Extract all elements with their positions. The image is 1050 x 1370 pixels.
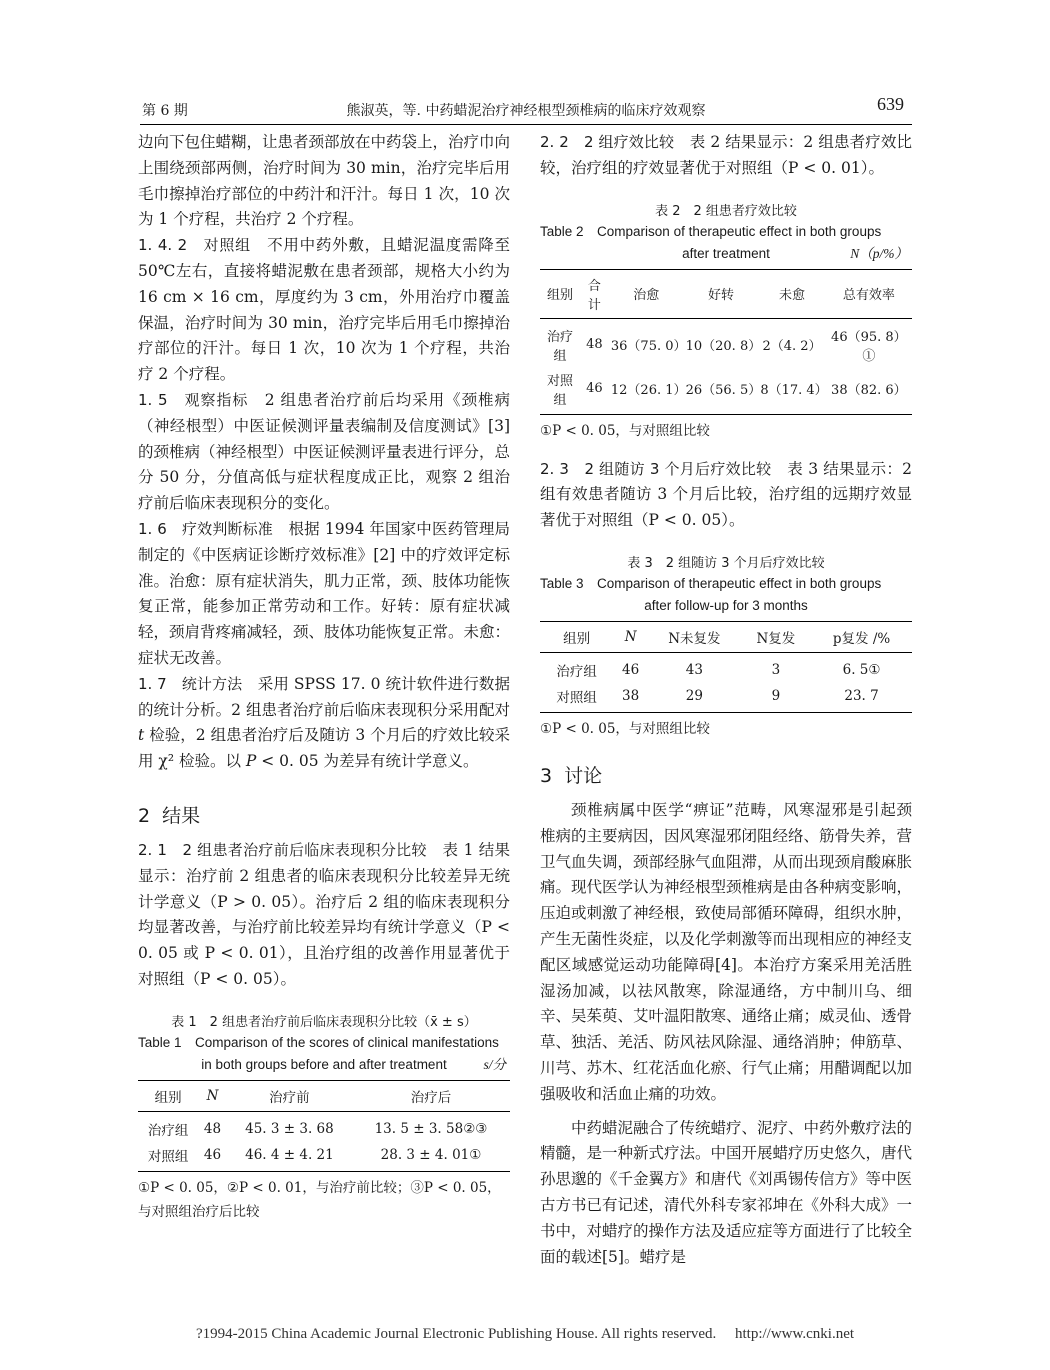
table-row [540, 318, 912, 367]
table-cell: 43 [685, 661, 703, 678]
table-3-title-en-line-2: after follow-up for 3 months [644, 597, 808, 613]
table-1-grid [138, 1080, 510, 1172]
table-1-header: 治疗前 [227, 1080, 352, 1111]
table-1-unit: s/分 [483, 1056, 506, 1072]
section-3-title: 讨论 [564, 764, 603, 787]
table-2-note: ①P < 0. 05，与对照组比较 [540, 422, 710, 439]
table-cell: 46（95. 8）① [831, 329, 907, 364]
table-cell: 36（75. 0） [610, 339, 687, 355]
subheading-1-6: 1. 6 疗效判断标准 [138, 519, 273, 538]
table-2-title-en-line-2-wrap [540, 243, 912, 265]
section-3-heading [540, 761, 912, 788]
running-title: 熊淑英，等. 中药蜡泥治疗神经根型颈椎病的临床疗效观察 [346, 103, 706, 119]
table-2 [540, 200, 912, 443]
table-3-header: N未复发 [648, 621, 741, 652]
table-row [540, 367, 912, 415]
table-row [138, 1142, 510, 1172]
table-cell: 26（56. 5） [684, 367, 759, 415]
table-3-title-cn: 表 3 2 组随访 3 个月后疗效比较 [627, 555, 825, 571]
section-2-number: 2 [138, 804, 151, 827]
table-cell: 46 [198, 1142, 227, 1172]
table-3-grid [540, 621, 912, 713]
table-3-header: 组别 [540, 621, 613, 652]
table-cell: 12（26. 1） [609, 367, 684, 415]
table-cell: 9 [741, 683, 811, 713]
table-3-header: N复发 [741, 621, 811, 652]
subheading-1-4-2: 1. 4. 2 对照组 [138, 236, 251, 255]
table-cell: 6. 5① [842, 661, 881, 678]
section-1-5 [138, 388, 510, 517]
p-symbol: P [245, 752, 257, 771]
table-row [540, 652, 912, 683]
section-2-3-text: 表 3 结果显示：2 组有效患者随访 3 个月后比较，治疗组的远期疗效显著优于对照组（P < 0. 05）。 [540, 459, 913, 530]
subheading-2-2: 2. 2 2 组疗效比较 [540, 133, 675, 151]
table-3-header: p复发 /% [811, 621, 912, 652]
section-2-2 [540, 130, 912, 182]
table-cell: 29 [648, 683, 741, 713]
table-2-title-en-line-1: Table 2 Comparison of therapeutic effect in both groups [540, 223, 882, 239]
table-cell: 46 [580, 367, 609, 415]
table-1-title-en-line-2: in both groups before and after treatment [201, 1056, 447, 1072]
subheading-2-3: 2. 3 2 组随访 3 个月后疗效比较 [540, 459, 772, 478]
table-1-note: ①P < 0. 05，②P < 0. 01，与治疗前比较；③P < 0. 05，与对照组治疗后比较 [138, 1179, 501, 1220]
table-2-header: 治愈 [609, 269, 684, 318]
table-1 [138, 1011, 510, 1224]
section-1-7-text-a: 采用 SPSS 17. 0 统计软件进行数据的统计分析。2 组患者治疗前后临床表现积分采用配对 [138, 674, 510, 719]
table-cell: 10（20. 8） [685, 339, 762, 355]
table-cell: 对照组 [138, 1142, 198, 1172]
table-2-unit: N（p/%） [850, 245, 908, 261]
section-1-7-text-c: < 0. 05 为差异有统计学意义。 [256, 752, 479, 771]
table-cell: 3 [771, 661, 781, 678]
table-1-title-en-line-1: Table 1 Comparison of the scores of clinical manifestations [138, 1034, 499, 1050]
table-cell: 38 [613, 683, 648, 713]
table-row [540, 683, 912, 713]
table-3 [540, 552, 912, 741]
section-1-6 [138, 517, 510, 672]
section-2-3 [540, 457, 912, 534]
section-2-title: 结果 [162, 804, 201, 827]
table-cell: 46. 4 ± 4. 21 [227, 1142, 352, 1172]
left-column [138, 130, 510, 1224]
table-cell: 23. 7 [811, 683, 912, 713]
copyright-footer: ?1994-2015 China Academic Journal Electronic Publishing House. All rights reserved. http://www.cnki.net [195, 1326, 855, 1342]
table-1-header: 组别 [138, 1080, 198, 1111]
table-3-header: N [613, 621, 648, 652]
table-2-header: 未愈 [758, 269, 825, 318]
table-cell: 治疗组 [546, 329, 573, 364]
paragraph-continuation: 边向下包住蜡糊，让患者颈部放在中药袋上，治疗巾向上围绕颈部两侧，治疗时间为 30 min，治疗完毕后用毛巾擦掉治疗部位的中药汁和汗汁。每日 1 次，10 次为 1 个疗程，共治疗 2 个疗程。 [138, 133, 511, 229]
table-3-title-en-line-2-wrap [540, 595, 912, 617]
table-cell: 治疗组 [556, 663, 597, 680]
section-1-4-2 [138, 233, 510, 388]
section-2-heading [138, 801, 510, 828]
subheading-1-5: 1. 5 观察指标 [138, 390, 249, 409]
issue-number: 第 6 期 [142, 103, 188, 119]
table-cell: 45. 3 ± 3. 68 [245, 1120, 334, 1137]
section-1-4-2-text: 不用中药外敷，且蜡泥温度需降至 50℃左右，直接将蜡泥敷在患者颈部，规格大小约为 16 cm × 16 cm，厚度约为 3 cm，外用治疗巾覆盖保温，治疗时间为 30 min，治疗完毕后用毛巾擦掉治疗部位的汗汁。每日 1 次，10 次为 1 个疗程，共治疗 2 个疗程。 [138, 236, 510, 384]
table-cell: 治疗组 [147, 1122, 189, 1139]
discussion-paragraph-2: 中药蜡泥融合了传统蜡疗、泥疗、中药外敷疗法的精髓，是一种新式疗法。中国开展蜡疗历史悠久，唐代孙思邈的《千金翼方》和唐代《刘禹锡传信方》等中医古方书已有记述，清代外科专家祁坤在《外科大成》一书中，对蜡疗的操作方法及适应症等方面进行了比较全面的载述[5]。蜡疗是 [540, 1118, 913, 1266]
table-cell: 38（82. 6） [826, 367, 912, 415]
table-1-header: 治疗后 [352, 1080, 510, 1111]
subheading-2-1: 2. 1 2 组患者治疗前后临床表现积分比较 [138, 840, 427, 859]
table-2-header: 总有效率 [826, 269, 912, 318]
table-2-header: 合计 [580, 269, 609, 318]
table-3-title-en [540, 573, 912, 617]
table-2-title-cn: 表 2 2 组患者疗效比较 [655, 203, 797, 219]
section-2-2-text: 表 2 结果显示：2 组患者疗效比较，治疗组的疗效显著优于对照组（P < 0. 01）。 [540, 133, 912, 177]
table-2-title-en-line-2: after treatment [682, 245, 770, 261]
table-2-header: 组别 [540, 269, 580, 318]
table-row [138, 1111, 510, 1142]
discussion-paragraph-1: 颈椎病属中医学“痹证”范畴，风寒湿邪是引起颈椎病的主要病因，因风寒湿邪闭阻经络、筋骨失养，营卫气血失调，颈部经脉气血阻滞，从而出现颈肩酸麻胀痛。现代医学认为神经根型颈椎病是由各种病变影响，压迫或刺激了神经根，致使局部循环障碍，组织水肿，产生无菌性炎症，以及化学刺激等而出现相应的神经支配区域感觉运动功能障碍[4]。本治疗方案采用羌活胜湿汤加减，以祛风散寒，除湿通络，方中制川乌、细辛、吴茱萸、艾叶温阳散寒、通络止痛；威灵仙、透骨草、独活、羌活、防风祛风除湿、通络消肿；伸筋草、川芎、苏木、红花活血化瘀、行气止痛；用醋调配以加强吸收和活血止痛的功效。 [540, 800, 913, 1103]
table-1-header: N [198, 1080, 227, 1111]
table-cell: 13. 5 ± 3. 58②③ [374, 1120, 488, 1137]
table-cell: 2（4. 2） [762, 339, 822, 355]
table-2-header: 好转 [684, 269, 759, 318]
table-cell: 46 [622, 661, 640, 678]
section-1-6-text: 根据 1994 年国家中医药管理局制定的《中医病证诊断疗效标准》[2] 中的疗效评定标准。治愈：原有症状消失，肌力正常，颈、肢体功能恢复正常，能参加正常劳动和工作。好转：原有症状减轻，颈肩背疼痛减轻，颈、肢体功能恢复正常。未愈：症状无改善。 [138, 519, 511, 667]
table-cell: 对照组 [540, 683, 613, 713]
section-1-5-text: 2 组患者治疗前后均采用《颈椎病（神经根型）中医证候测评量表编制及信度测试》[3] 的颈椎病（神经根型）中医证候测评量表进行评分，总分 50 分，分值高低与症状程度成正比，观察 2 组治疗前后临床表现积分的变化。 [138, 390, 511, 513]
section-3-number: 3 [540, 764, 553, 787]
right-column [540, 130, 912, 1270]
table-cell: 28. 3 ± 4. 01① [352, 1142, 510, 1172]
table-2-title-en [540, 221, 912, 265]
table-1-title-cn: 表 1 2 组患者治疗前后临床表现积分比较（x̄ ± s） [171, 1014, 477, 1030]
section-2-1 [138, 838, 510, 993]
table-3-title-en-line-1: Table 3 Comparison of therapeutic effect in both groups [540, 575, 882, 591]
table-cell: 8（17. 4） [758, 367, 825, 415]
table-cell: 对照组 [540, 367, 580, 415]
running-header [140, 94, 912, 125]
table-1-title-en [138, 1032, 510, 1076]
table-cell: 48 [586, 337, 603, 353]
table-1-title-en-line-2-wrap [138, 1054, 510, 1076]
section-2-1-text: 表 1 结果显示：治疗前 2 组患者的临床表现积分比较差异无统计学意义（P > 0. 05）。治疗后 2 组的临床表现积分均显著改善，与治疗前比较差异均有统计学意义（P < 0. 05 或 P < 0. 01），且治疗组的改善作用显著优于对照组（P < 0. 05）。 [138, 840, 510, 988]
section-1-7 [138, 672, 510, 775]
t-symbol: t [138, 726, 145, 745]
table-cell: 48 [203, 1120, 222, 1137]
section-1-7-text-b: 检验，2 组患者治疗后及随访 3 个月后的疗效比较采用 χ² 检验。以 [138, 726, 510, 771]
subheading-1-7: 1. 7 统计方法 [138, 674, 243, 693]
table-3-note: ①P < 0. 05，与对照组比较 [540, 720, 710, 737]
page-number: 639 [877, 94, 904, 114]
table-2-grid [540, 269, 912, 415]
